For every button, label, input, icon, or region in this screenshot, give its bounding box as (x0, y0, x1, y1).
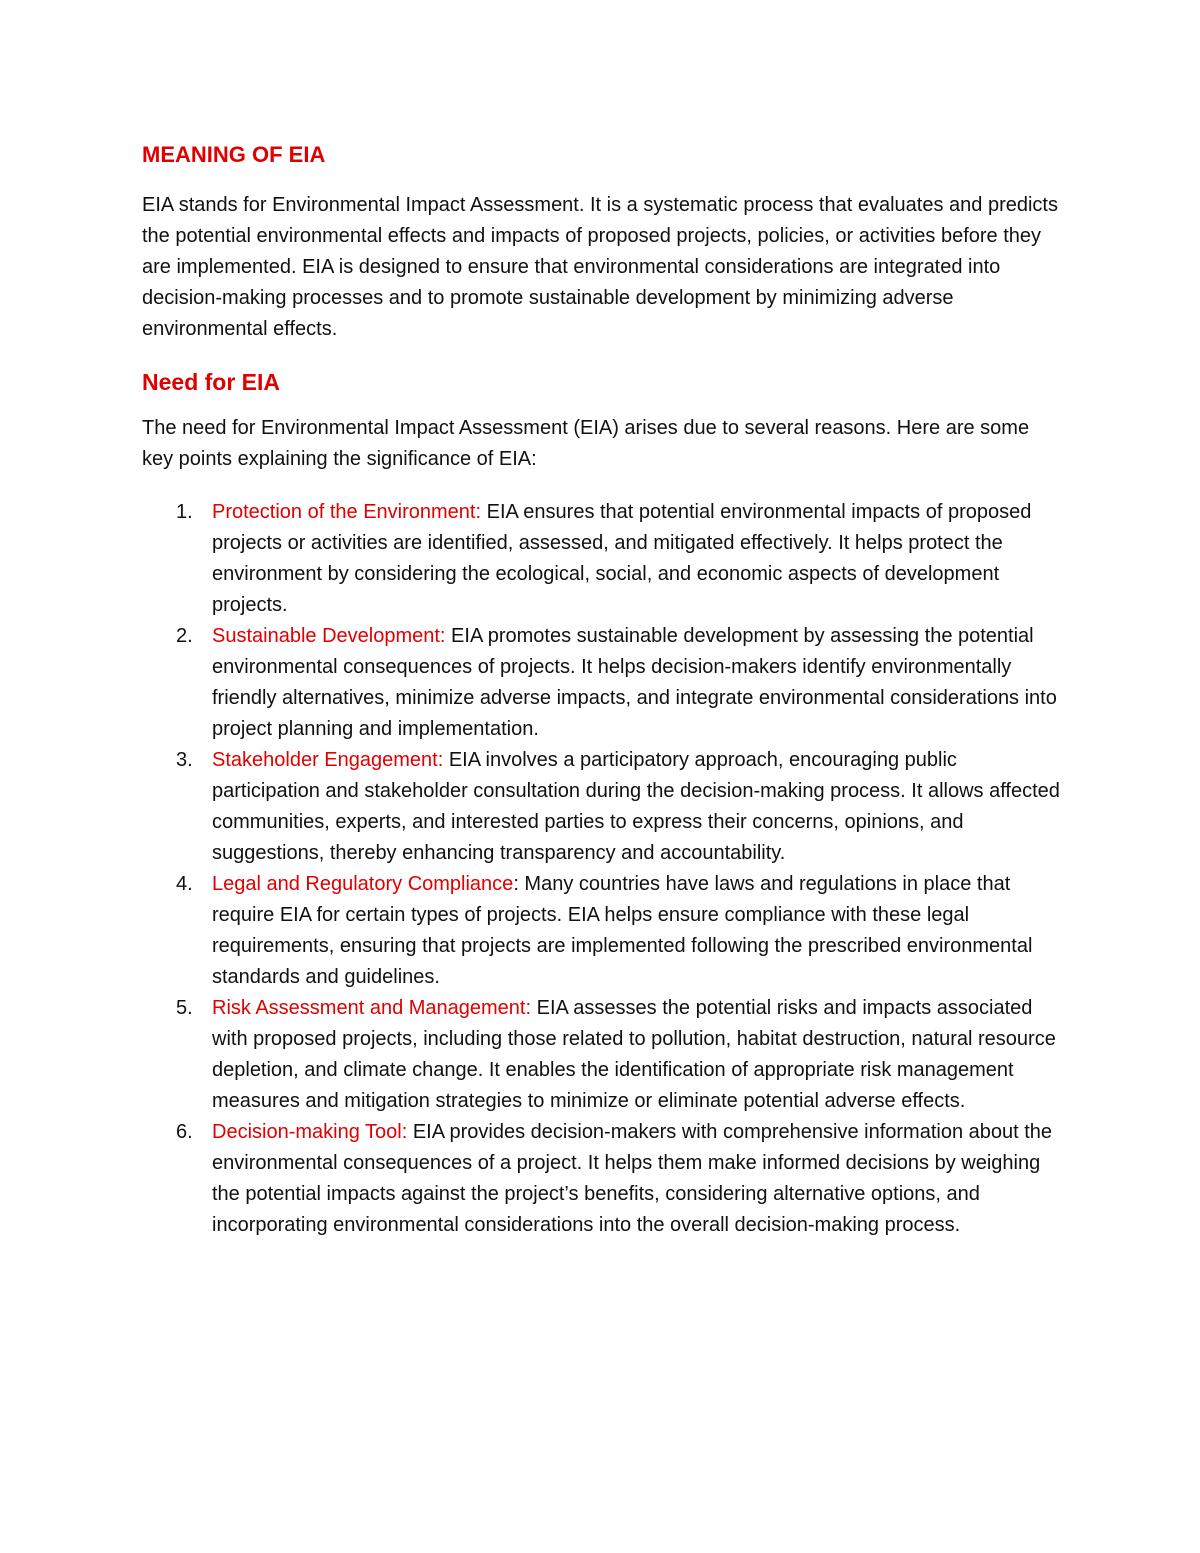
list-item-number: 3. (176, 749, 193, 771)
list-item (142, 497, 1062, 621)
list-item-term: Legal and Regulatory Compliance (212, 873, 514, 895)
list-item-text: EIA assesses the potential risks and impacts associated with proposed projects, including those related to pollution, habitat destruction, natural resource depletion, and climate change. It enables the identification of appropriate risk management measures and mitigation strategies to minimize or eliminate potential adverse effects. (212, 997, 1056, 1112)
list-item (142, 869, 1062, 993)
list-item-term: Sustainable Development: (212, 625, 446, 647)
list-item-text: EIA promotes sustainable development by assessing the potential environmental consequences of projects. It helps decision-makers identify environmentally friendly alternatives, minimize adverse impacts, and integrate environmental considerations into project planning and implementation. (212, 625, 1057, 740)
list-item (142, 1117, 1062, 1241)
list-item (142, 993, 1062, 1117)
list-item-number: 2. (176, 625, 193, 647)
list-item-text: : Many countries have laws and regulations in place that require EIA for certain types of projects. EIA helps ensure compliance with these legal requirements, ensuring that projects are implemented following the prescribed environmental standards and guidelines. (212, 873, 1033, 988)
list-item-term: Risk Assessment and Management: (212, 997, 532, 1019)
list-item-text: EIA involves a participatory approach, encouraging public participation and stakeholder consultation during the decision-making process. It allows affected communities, experts, and interested parties to express their concerns, opinions, and suggestions, thereby enhancing transparency and accountability. (212, 749, 1060, 864)
section-heading-meaning: MEANING OF EIA (142, 142, 326, 167)
list-item-number: 6. (176, 1121, 193, 1143)
list-item-text: EIA ensures that potential environmental impacts of proposed projects or activities are identified, assessed, and mitigated effectively. It helps protect the environment by considering the ecological, social, and economic aspects of development projects. (212, 501, 1032, 616)
list-item (142, 745, 1062, 869)
list-item-term: Decision-making Tool: (212, 1121, 408, 1143)
list-item-number: 4. (176, 873, 193, 895)
meaning-paragraph: EIA stands for Environmental Impact Assessment. It is a systematic process that evaluates and predicts the potential environmental effects and impacts of proposed projects, policies, or activities before they are implemented. EIA is designed to ensure that environmental considerations are integrated into decision-making processes and to promote sustainable development by minimizing adverse environmental effects. (142, 194, 1058, 340)
need-intro-paragraph: The need for Environmental Impact Assessment (EIA) arises due to several reasons. Here are some key points explaining the significance of EIA: (142, 417, 1030, 470)
list-item-number: 1. (176, 501, 193, 523)
list-item-number: 5. (176, 997, 193, 1019)
list-item-text: EIA provides decision-makers with comprehensive information about the environmental consequences of a project. It helps them make informed decisions by weighing the potential impacts against the project’s benefits, considering alternative options, and incorporating environmental considerations into the overall decision-making process. (212, 1121, 1053, 1236)
document-content (142, 140, 1062, 1241)
list-item-term: Stakeholder Engagement: (212, 749, 444, 771)
reasons-list (142, 497, 1062, 1241)
list-item (142, 621, 1062, 745)
section-heading-need: Need for EIA (142, 369, 281, 395)
list-item-term: Protection of the Environment: (212, 501, 482, 523)
